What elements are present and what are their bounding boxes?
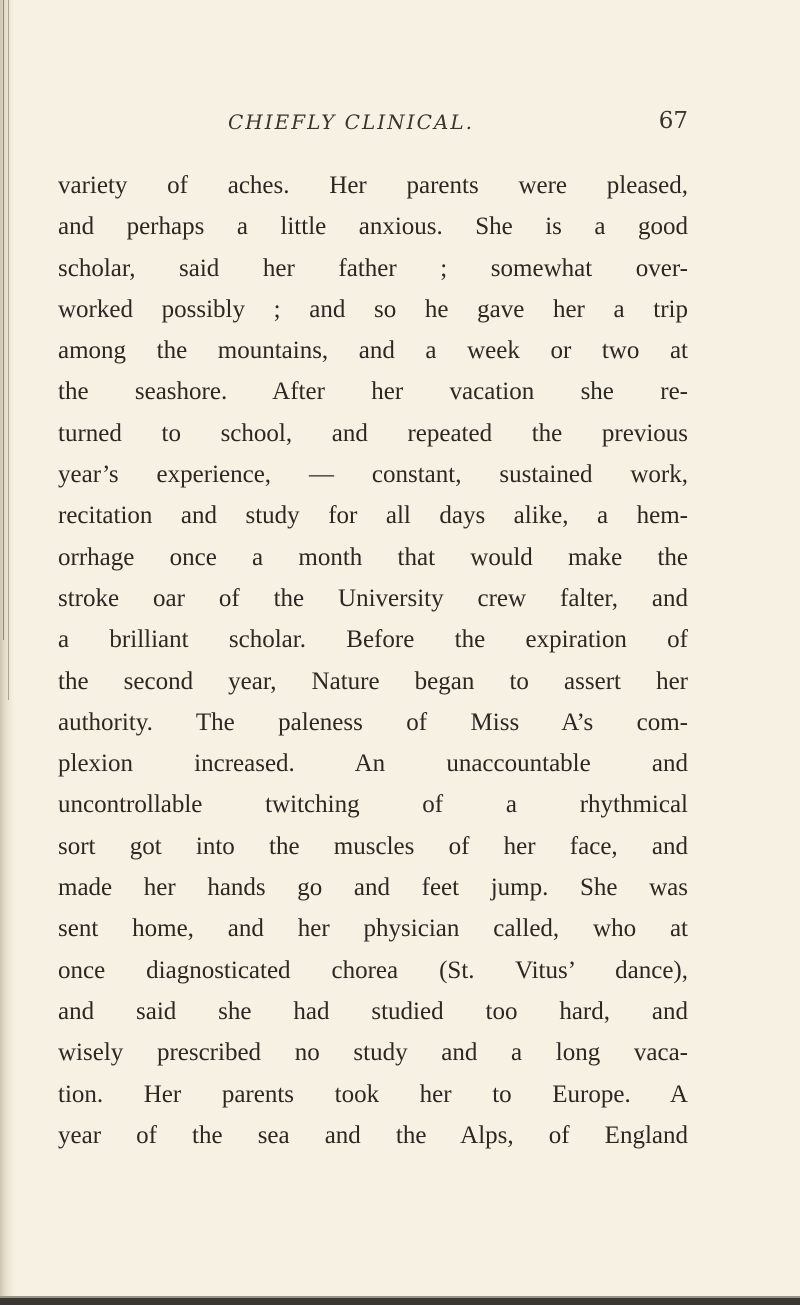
- text-line: a brilliant scholar. Before the expiration of: [58, 626, 688, 654]
- text-line: plexion increased. An unaccountable and: [58, 750, 688, 778]
- text-line: year of the sea and the Alps, of England: [58, 1121, 688, 1149]
- text-line: orrhage once a month that would make the: [58, 543, 688, 571]
- text-line: and said she had studied too hard, and: [58, 997, 688, 1025]
- text-line: uncontrollable twitching of a rhythmical: [58, 791, 688, 819]
- text-line: the seashore. After her vacation she re-: [58, 378, 688, 406]
- text-line: once diagnosticated chorea (St. Vitus’ dance),: [58, 956, 688, 984]
- text-line: the second year, Nature began to assert her: [58, 667, 688, 695]
- text-line: and perhaps a little anxious. She is a good: [58, 213, 688, 241]
- running-head: CHIEFLY CLINICAL.: [228, 110, 474, 134]
- text-line: authority. The paleness of Miss A’s com-: [58, 708, 688, 736]
- text-line: tion. Her parents took her to Europe. A: [58, 1080, 688, 1108]
- text-line: sent home, and her physician called, who at: [58, 915, 688, 943]
- page-bottom-edge: [0, 1298, 800, 1305]
- binding-edge-line: [3, 0, 4, 640]
- text-line: recitation and study for all days alike, a hem-: [58, 502, 688, 530]
- page-header: [228, 108, 688, 144]
- page-number: 67: [658, 108, 688, 134]
- text-line: worked possibly ; and so he gave her a trip: [58, 295, 688, 323]
- text-line: variety of aches. Her parents were pleased,: [58, 172, 688, 199]
- text-line: among the mountains, and a week or two at: [58, 337, 688, 365]
- text-line: stroke oar of the University crew falter, and: [58, 584, 688, 612]
- text-line: year’s experience, — constant, sustained work,: [58, 461, 688, 489]
- text-line: wisely prescribed no study and a long vaca-: [58, 1039, 688, 1067]
- body-text: [58, 165, 688, 1156]
- text-line: made her hands go and feet jump. She was: [58, 874, 688, 902]
- text-line: turned to school, and repeated the previous: [58, 419, 688, 447]
- text-line: sort got into the muscles of her face, and: [58, 832, 688, 860]
- binding-edge-line: [8, 0, 9, 700]
- text-line: scholar, said her father ; somewhat over-: [58, 254, 688, 282]
